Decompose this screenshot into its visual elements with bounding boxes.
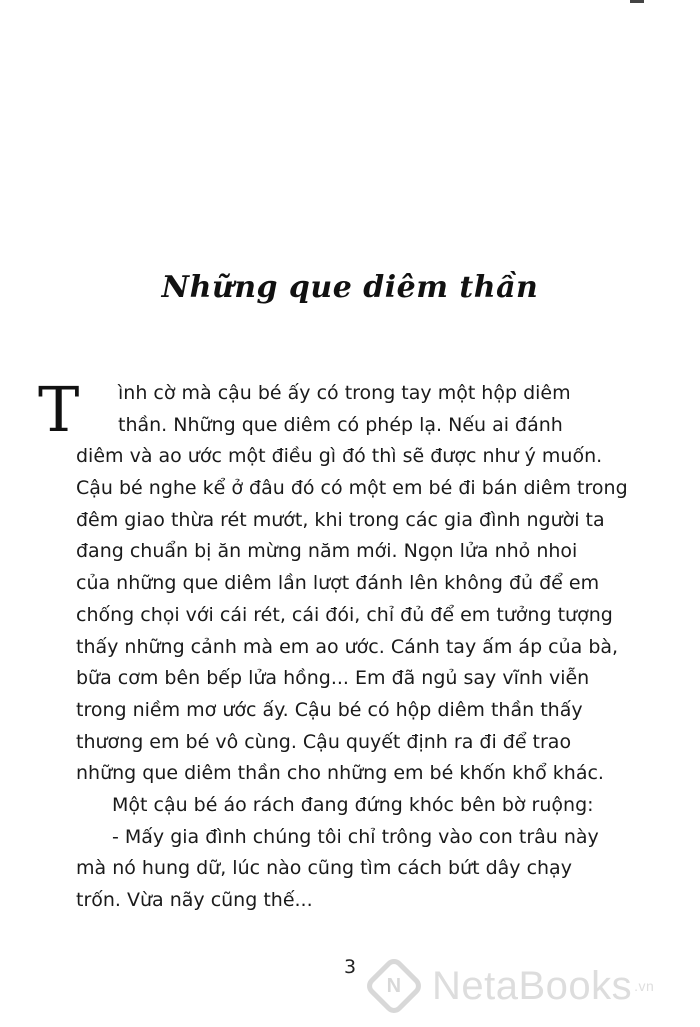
text-line: - Mấy gia đình chúng tôi chỉ trông vào con trâu này bbox=[112, 825, 599, 848]
page-number: 3 bbox=[343, 956, 357, 978]
text-line: Cậu bé nghe kể ở đâu đó có một em bé đi bán diêm trong bbox=[76, 477, 628, 500]
text-line: thần. Những que diêm có phép lạ. Nếu ai đánh bbox=[118, 413, 563, 436]
text-line: diêm và ao ước một điều gì đó thì sẽ được như ý muốn. bbox=[76, 445, 603, 468]
text-line: những que diêm thần cho những em bé khốn khổ khác. bbox=[76, 762, 604, 785]
watermark-text: NetaBooks bbox=[432, 963, 633, 1008]
text-line: thương em bé vô cùng. Cậu quyết định ra đi để trao bbox=[76, 730, 572, 753]
corner-mark bbox=[630, 0, 644, 3]
text-line: Một cậu bé áo rách đang đứng khóc bên bờ ruộng: bbox=[112, 793, 594, 816]
drop-cap: T bbox=[38, 373, 80, 446]
text-line: thấy những cảnh mà em ao ước. Cánh tay ấm áp của bà, bbox=[76, 635, 619, 658]
logo-letter: N bbox=[386, 974, 402, 997]
text-line: mà nó hung dữ, lúc nào cũng tìm cách bứt dây chạy bbox=[76, 857, 572, 880]
text-line: của những que diêm lần lượt đánh lên không đủ để em bbox=[76, 572, 600, 595]
chapter-title: Những que diêm thần bbox=[161, 270, 539, 305]
text-line: chống chọi với cái rét, cái đói, chỉ đủ để em tưởng tượng bbox=[76, 603, 613, 626]
text-line: bữa cơm bên bếp lửa hồng... Em đã ngủ say vĩnh viễn bbox=[76, 667, 590, 690]
text-line: ình cờ mà cậu bé ấy có trong tay một hộp diêm bbox=[118, 382, 571, 404]
watermark bbox=[372, 958, 654, 1014]
text-line: trốn. Vừa nãy cũng thế... bbox=[76, 889, 313, 911]
text-line: đêm giao thừa rét mướt, khi trong các gia đình người ta bbox=[76, 508, 605, 531]
text-line: đang chuẩn bị ăn mừng năm mới. Ngọn lửa nhỏ nhoi bbox=[76, 540, 578, 563]
text-line: trong niềm mơ ước ấy. Cậu bé có hộp diêm thần thấy bbox=[76, 698, 583, 721]
chapter-body bbox=[76, 378, 636, 917]
watermark-suffix: .vn bbox=[634, 978, 655, 994]
netabooks-logo-icon bbox=[363, 955, 425, 1017]
